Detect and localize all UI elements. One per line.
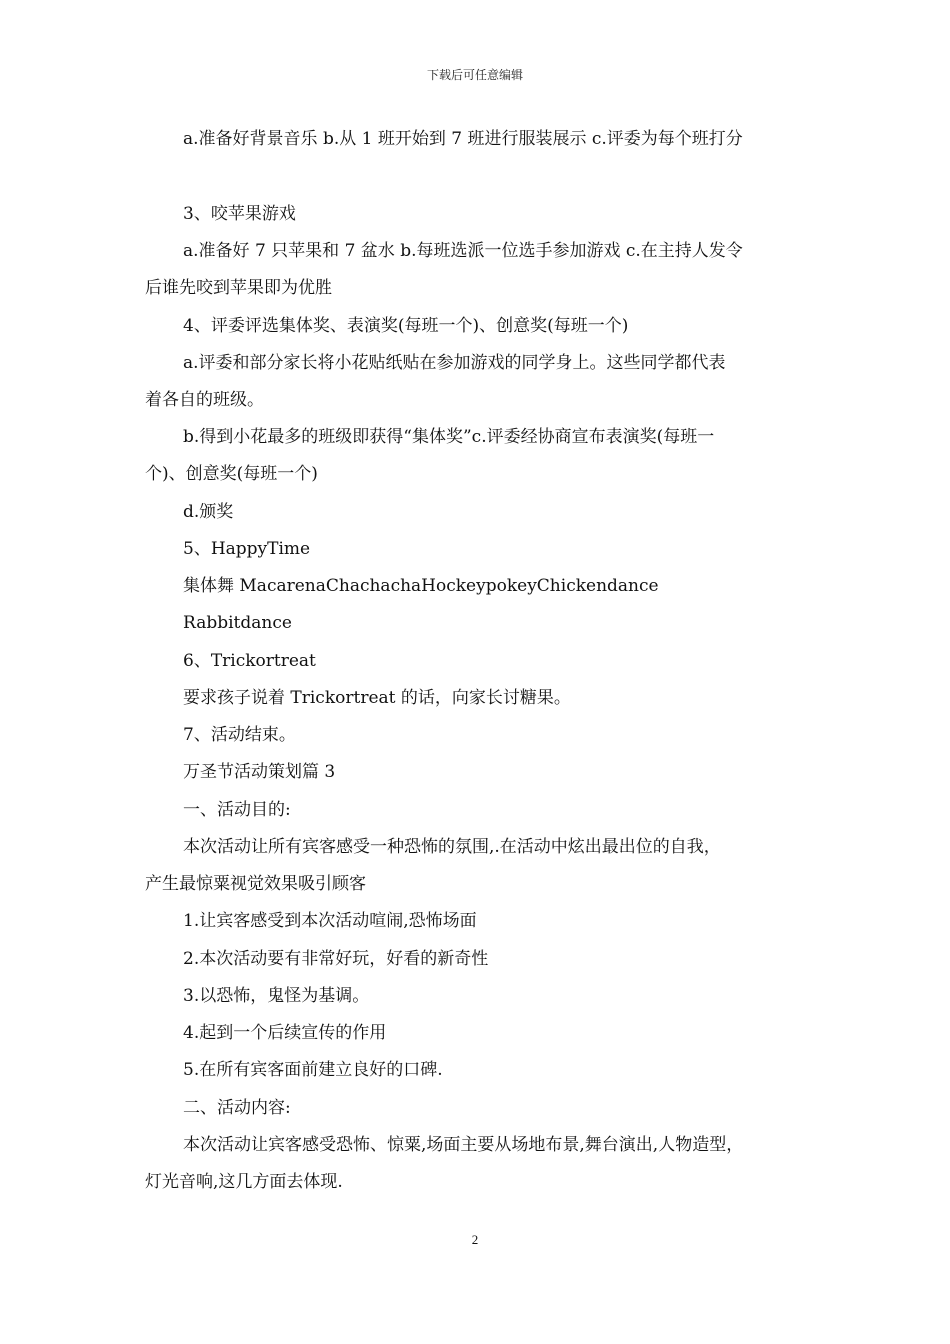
text-line: 本次活动让宾客感受恐怖、惊粟,场面主要从场地布景,舞台演出,人物造型， bbox=[183, 1135, 744, 1155]
text-line: 1.让宾客感受到本次活动喧闹,恐怖场面 bbox=[183, 911, 477, 931]
text-line: a.准备好背景音乐 b.从 1 班开始到 7 班进行服装展示 c.评委为每个班打分 bbox=[183, 129, 743, 149]
text-line: 后谁先咬到苹果即为优胜 bbox=[145, 278, 332, 298]
text-line: 5、HappyTime bbox=[183, 539, 311, 559]
text-line: b.得到小花最多的班级即获得“集体奖”c.评委经协商宣布表演奖(每班一 bbox=[183, 427, 715, 447]
text-line: 6、Trickortreat bbox=[183, 651, 316, 671]
page-header: 下载后可任意编辑 bbox=[426, 68, 523, 82]
text-line: 本次活动让所有宾客感受一种恐怖的氛围,.在活动中炫出最出位的自我， bbox=[183, 837, 721, 857]
text-line: 3.以恐怖，鬼怪为基调。 bbox=[183, 986, 370, 1006]
text-line: 一、活动目的: bbox=[183, 800, 291, 820]
text-line: d.颁奖 bbox=[183, 502, 234, 522]
text-line: 3、咬苹果游戏 bbox=[183, 204, 296, 224]
text-line: 个)、创意奖(每班一个) bbox=[145, 464, 318, 484]
text-line: 灯光音响,这几方面去体现. bbox=[145, 1172, 343, 1192]
text-line: a.评委和部分家长将小花贴纸贴在参加游戏的同学身上。这些同学都代表 bbox=[183, 353, 726, 373]
text-line: 要求孩子说着 Trickortreat 的话，向家长讨糖果。 bbox=[183, 688, 571, 708]
text-line: Rabbitdance bbox=[183, 613, 292, 633]
text-line: 2.本次活动要有非常好玩，好看的新奇性 bbox=[183, 949, 489, 969]
section-title: 万圣节活动策划篇 3 bbox=[183, 762, 336, 782]
text-line: 集体舞 MacarenaChachachaHockeypokeyChickendance bbox=[183, 576, 659, 596]
text-line: 着各自的班级。 bbox=[145, 390, 264, 410]
text-line: 7、活动结束。 bbox=[183, 725, 296, 745]
text-line: 产生最惊粟视觉效果吸引顾客 bbox=[145, 874, 366, 894]
text-line: 4.起到一个后续宣传的作用 bbox=[183, 1023, 387, 1043]
text-line: a.准备好 7 只苹果和 7 盆水 b.每班选派一位选手参加游戏 c.在主持人发令 bbox=[183, 241, 743, 261]
text-line: 5.在所有宾客面前建立良好的口碑. bbox=[183, 1060, 443, 1080]
text-line: 4、评委评选集体奖、表演奖(每班一个)、创意奖(每班一个) bbox=[183, 316, 629, 336]
text-line: 二、活动内容: bbox=[183, 1098, 291, 1118]
page-number: 2 bbox=[471, 1232, 479, 1247]
